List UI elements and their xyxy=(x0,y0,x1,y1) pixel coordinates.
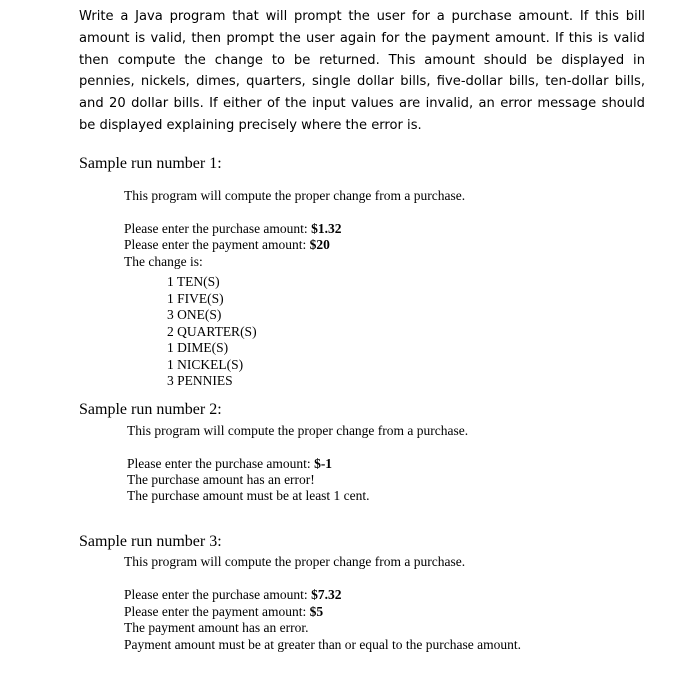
run1-purchase-line xyxy=(124,221,341,237)
run2-purchase-line xyxy=(127,456,332,472)
run1-payment-value: $20 xyxy=(309,237,330,252)
change-item: 1 TEN(S) xyxy=(167,274,220,289)
change-item: 2 QUARTER(S) xyxy=(167,323,257,339)
run3-purchase-line xyxy=(124,587,341,603)
run3-purchase-prompt: Please enter the purchase amount: xyxy=(124,587,312,602)
run1-purchase-value: $1.32 xyxy=(311,221,342,236)
change-item: 1 FIVE(S) xyxy=(167,290,224,306)
change-item: 3 PENNIES xyxy=(167,373,233,388)
run3-error-line-1: The payment amount has an error. xyxy=(124,620,309,635)
change-item: 1 NICKEL(S) xyxy=(167,356,244,372)
run3-payment-line xyxy=(124,604,323,620)
run3-payment-prompt: Please enter the payment amount: xyxy=(124,604,310,619)
assignment-description: Write a Java program that will prompt the user for a purchase amount. If this bill amount is valid, then prompt the user again for the payment amount. If this is valid then compute the change to be returned. This amount should be displayed in pennies, nickels, dimes, quarters, single dollar bills, five-dollar bills, ten-dollar bills, and 20 dollar bills. If either of the input values are invalid, an error message should be displayed explaining precisely where the error is. xyxy=(79,9,645,133)
run1-banner: This program will compute the proper change from a purchase. xyxy=(124,188,466,203)
run2-error-line-2: The purchase amount must be at least 1 cent. xyxy=(127,488,370,503)
run1-change-list xyxy=(167,274,257,390)
run1-payment-prompt: Please enter the payment amount: xyxy=(124,237,310,252)
run1-change-label: The change is: xyxy=(124,254,203,269)
run1-payment-line xyxy=(124,237,330,253)
change-item: 3 ONE(S) xyxy=(167,307,222,322)
sample-run-1-heading: Sample run number 1: xyxy=(79,155,222,172)
sample-run-3-heading: Sample run number 3: xyxy=(79,533,222,550)
run3-error-line-2: Payment amount must be at greater than or equal to the purchase amount. xyxy=(124,637,522,652)
run3-payment-value: $5 xyxy=(309,604,324,619)
run2-purchase-prompt: Please enter the purchase amount: xyxy=(127,456,315,471)
sample-run-2-heading: Sample run number 2: xyxy=(79,401,222,418)
run1-purchase-prompt: Please enter the purchase amount: xyxy=(124,221,312,236)
run3-purchase-value: $7.32 xyxy=(311,587,342,602)
run3-banner: This program will compute the proper change from a purchase. xyxy=(124,554,466,569)
run2-banner: This program will compute the proper change from a purchase. xyxy=(127,423,469,438)
run2-error-line-1: The purchase amount has an error! xyxy=(127,472,315,487)
change-item: 1 DIME(S) xyxy=(167,340,229,355)
run2-purchase-value: $-1 xyxy=(314,456,333,471)
